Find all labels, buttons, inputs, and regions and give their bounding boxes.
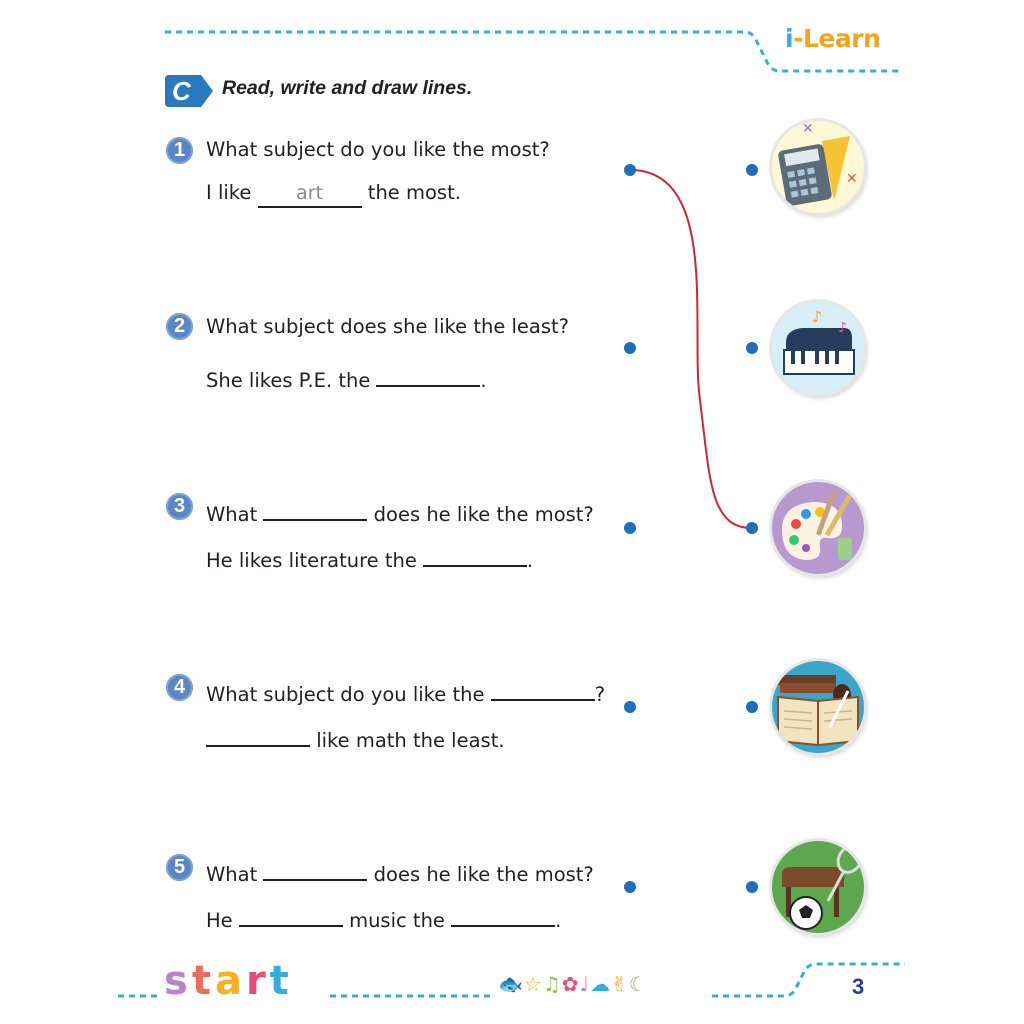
question-text: What subject do you like the ? bbox=[206, 675, 605, 706]
right-dot[interactable] bbox=[746, 164, 758, 176]
question-text: What subject do you like the most? bbox=[206, 138, 550, 161]
answer-line: I like art the most. bbox=[206, 181, 461, 208]
svg-text:♪: ♪ bbox=[812, 307, 823, 326]
page-number: 3 bbox=[852, 974, 865, 999]
right-dot[interactable] bbox=[746, 342, 758, 354]
books-icon bbox=[772, 661, 864, 753]
brand-logo: i-Learn bbox=[785, 24, 881, 53]
right-dot[interactable] bbox=[746, 522, 758, 534]
question-text: What does he like the most? bbox=[206, 495, 594, 526]
question-text: What subject does she like the least? bbox=[206, 315, 570, 338]
question-number: 4 bbox=[166, 674, 193, 701]
decorative-icons-row: 🐟☆♫✿♩☁✌☾ bbox=[498, 972, 648, 996]
svg-text:♪: ♪ bbox=[838, 320, 847, 336]
right-dot[interactable] bbox=[746, 701, 758, 713]
answer-line: like math the least. bbox=[206, 721, 505, 752]
answer-line: He likes literature the . bbox=[206, 541, 533, 572]
piano-icon bbox=[772, 302, 864, 394]
right-dot[interactable] bbox=[746, 881, 758, 893]
svg-text:✕: ✕ bbox=[802, 121, 814, 137]
start-word: start bbox=[164, 958, 293, 1004]
question-number: 3 bbox=[166, 493, 193, 520]
left-dot[interactable] bbox=[624, 522, 636, 534]
instruction-text: Read, write and draw lines. bbox=[222, 77, 473, 99]
sports-icon bbox=[772, 841, 864, 933]
question-number: 5 bbox=[166, 854, 193, 881]
section-letter: C bbox=[172, 76, 191, 106]
left-dot[interactable] bbox=[624, 701, 636, 713]
question-number: 2 bbox=[166, 313, 193, 340]
question-text: What does he like the most? bbox=[206, 855, 594, 886]
calculator-icon bbox=[772, 121, 864, 213]
svg-text:✕: ✕ bbox=[846, 171, 858, 187]
answer-line: He music the . bbox=[206, 901, 561, 932]
answer-line: She likes P.E. the . bbox=[206, 361, 487, 392]
paint-palette-icon bbox=[772, 482, 864, 574]
answer-blank-filled[interactable]: art bbox=[258, 182, 362, 208]
left-dot[interactable] bbox=[624, 881, 636, 893]
question-number: 1 bbox=[166, 137, 193, 164]
left-dot[interactable] bbox=[624, 164, 636, 176]
left-dot[interactable] bbox=[624, 342, 636, 354]
